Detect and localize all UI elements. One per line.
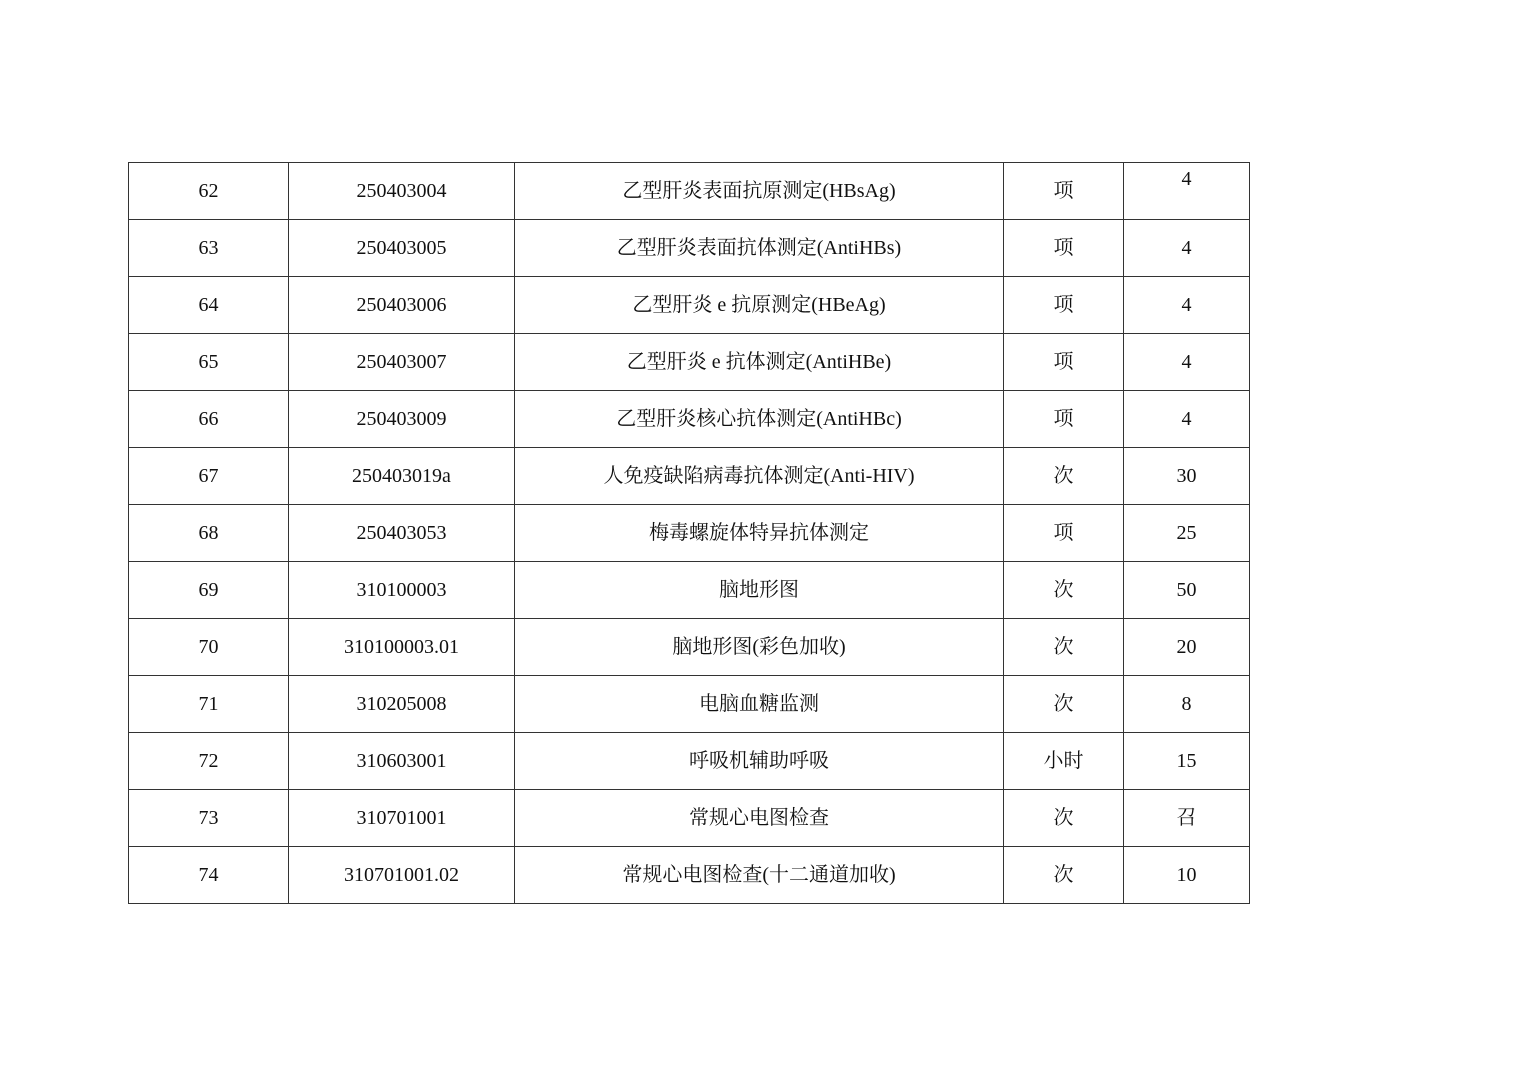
item-name: 常规心电图检查(十二通道加收): [515, 847, 1004, 904]
item-name: 乙型肝炎表面抗体测定(AntiHBs): [515, 220, 1004, 277]
row-number: 71: [129, 676, 289, 733]
item-price: 4: [1124, 334, 1250, 391]
row-number: 68: [129, 505, 289, 562]
table-row: [129, 163, 1250, 220]
item-unit: 项: [1004, 391, 1124, 448]
item-unit: 次: [1004, 847, 1124, 904]
item-price: 10: [1124, 847, 1250, 904]
item-name: 梅毒螺旋体特异抗体测定: [515, 505, 1004, 562]
item-code: 250403004: [289, 163, 515, 220]
item-code: 250403006: [289, 277, 515, 334]
row-number: 65: [129, 334, 289, 391]
item-unit: 次: [1004, 676, 1124, 733]
table-row: [129, 790, 1250, 847]
item-name: 脑地形图(彩色加收): [515, 619, 1004, 676]
item-price: 4: [1124, 277, 1250, 334]
table-row: [129, 562, 1250, 619]
table-row: [129, 277, 1250, 334]
item-name: 人免疫缺陷病毒抗体测定(Anti-HIV): [515, 448, 1004, 505]
table-row: [129, 220, 1250, 277]
item-name: 常规心电图检查: [515, 790, 1004, 847]
item-unit: 次: [1004, 562, 1124, 619]
item-price: 召: [1124, 790, 1250, 847]
row-number: 66: [129, 391, 289, 448]
row-number: 67: [129, 448, 289, 505]
item-name: 脑地形图: [515, 562, 1004, 619]
item-code: 250403007: [289, 334, 515, 391]
item-name: 乙型肝炎表面抗原测定(HBsAg): [515, 163, 1004, 220]
table-row: [129, 505, 1250, 562]
item-code: 310701001: [289, 790, 515, 847]
item-unit: 项: [1004, 334, 1124, 391]
item-name: 呼吸机辅助呼吸: [515, 733, 1004, 790]
item-unit: 次: [1004, 790, 1124, 847]
item-price: 4: [1124, 220, 1250, 277]
table-row: [129, 619, 1250, 676]
item-unit: 次: [1004, 619, 1124, 676]
item-price: 30: [1124, 448, 1250, 505]
item-code: 310603001: [289, 733, 515, 790]
item-name: 乙型肝炎核心抗体测定(AntiHBc): [515, 391, 1004, 448]
table-row: [129, 847, 1250, 904]
table-row: [129, 391, 1250, 448]
item-unit: 小时: [1004, 733, 1124, 790]
item-code: 250403005: [289, 220, 515, 277]
item-name: 电脑血糖监测: [515, 676, 1004, 733]
item-name: 乙型肝炎 e 抗原测定(HBeAg): [515, 277, 1004, 334]
item-unit: 项: [1004, 220, 1124, 277]
table-row: [129, 676, 1250, 733]
item-price: 50: [1124, 562, 1250, 619]
item-price: 20: [1124, 619, 1250, 676]
item-code: 310205008: [289, 676, 515, 733]
table-row: [129, 448, 1250, 505]
item-code: 310100003.01: [289, 619, 515, 676]
row-number: 62: [129, 163, 289, 220]
item-price: 25: [1124, 505, 1250, 562]
item-code: 250403019a: [289, 448, 515, 505]
table-row: [129, 733, 1250, 790]
item-price: 4: [1124, 391, 1250, 448]
row-number: 72: [129, 733, 289, 790]
row-number: 63: [129, 220, 289, 277]
item-price: 15: [1124, 733, 1250, 790]
item-name: 乙型肝炎 e 抗体测定(AntiHBe): [515, 334, 1004, 391]
fee-table-body: [129, 163, 1250, 904]
row-number: 64: [129, 277, 289, 334]
item-price: 4: [1124, 163, 1250, 220]
row-number: 73: [129, 790, 289, 847]
row-number: 69: [129, 562, 289, 619]
item-unit: 项: [1004, 163, 1124, 220]
item-code: 250403053: [289, 505, 515, 562]
item-code: 250403009: [289, 391, 515, 448]
item-code: 310701001.02: [289, 847, 515, 904]
fee-table: [128, 162, 1250, 904]
item-unit: 次: [1004, 448, 1124, 505]
row-number: 70: [129, 619, 289, 676]
table-row: [129, 334, 1250, 391]
item-price: 8: [1124, 676, 1250, 733]
item-unit: 项: [1004, 277, 1124, 334]
item-unit: 项: [1004, 505, 1124, 562]
row-number: 74: [129, 847, 289, 904]
item-code: 310100003: [289, 562, 515, 619]
